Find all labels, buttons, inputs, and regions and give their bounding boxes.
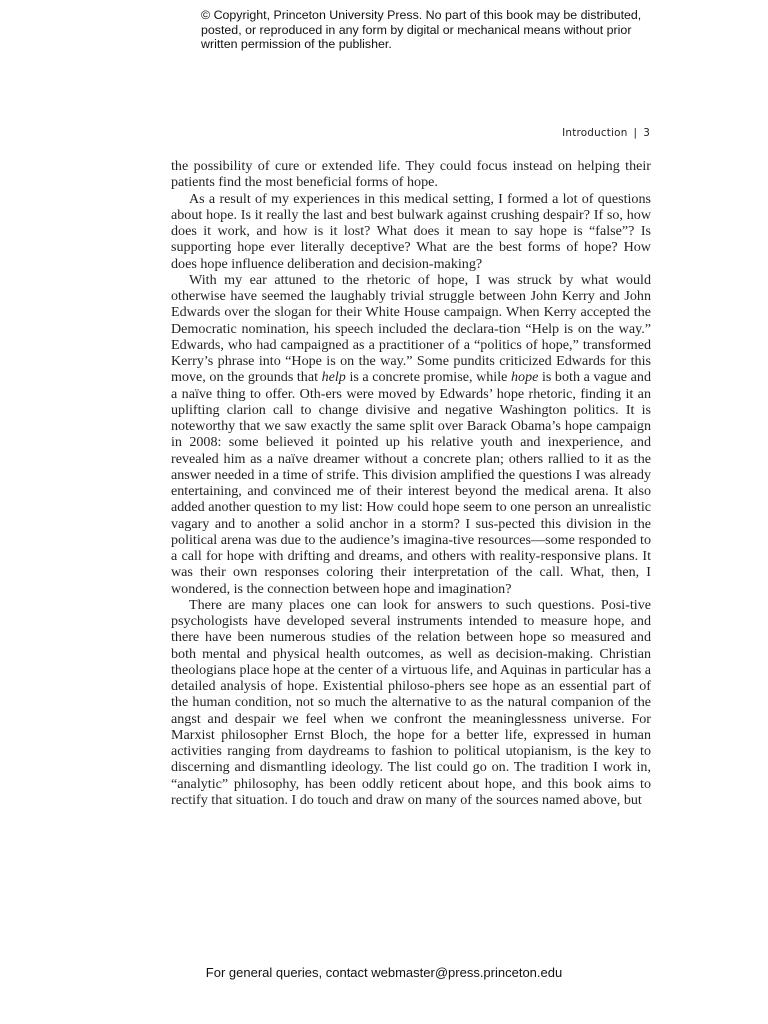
italic-help: help	[321, 369, 346, 386]
paragraph-3-part-3: is both a vague and a naïve thing to offer. Oth-ers were moved by Edwards’ hope rhetoric, finding it an uplifting clarion call to change divisive and negative Washington politics. It is noteworthy that we saw exactly the same split over Barack Obama’s hope campaign in 2008: some believed it pointed up his relative youth and inexperience, and revealed him as a naïve dreamer without a concrete plan; others rallied to it as the answer needed in a time of strife. This division amplified the questions I was already entertaining, and convinced me of their interest beyond the medical arena. It also added another question to my list: How could hope seem to one person an unrealistic vagary and to another a solid anchor in a storm? I sus-pected this division in the political arena was due to the audience’s imagina-tive resources—some responded to a call for hope with drifting and dreams, and others with reality-responsive plans. It was their own responses coloring their interpretation of the call. What, then, I wondered, is the connection between hope and imagination?	[171, 369, 651, 597]
running-head-section: Introduction	[562, 127, 628, 139]
page-number: 3	[643, 127, 650, 139]
body-text	[171, 158, 651, 808]
footer-contact: For general queries, contact webmaster@press.princeton.edu	[205, 965, 563, 980]
paragraph-3-part-1: With my ear attuned to the rhetoric of hope, I was struck by what would otherwise have seemed the laughably trivial struggle between John Kerry and John Edwards over the slogan for their White House campaign. When Kerry accepted the Democratic nomination, his speech included the declara-tion “Help is on the way.” Edwards, who had campaigned as a practitioner of a “politics of hope,” transformed Kerry’s phrase into “Hope is on the way.” Some pundits criticized Edwards for this move, on the grounds that	[171, 271, 651, 386]
paragraph-4: There are many places one can look for answers to such questions. Posi-tive psychologists have developed several instruments intended to measure hope, and there have been numerous studies of the relation between hope so measured and both mental and physical health outcomes, as well as decision-making. Christian theologians place hope at the center of a virtuous life, and Aquinas in particular has a detailed analysis of hope. Existential philoso-phers see hope as an essential part of the human condition, not so much the alternative to as the natural companion of the angst and despair we feel when we confront the meaninglessness universe. For Marxist philosopher Ernst Bloch, the hope for a better life, expressed in human activities ranging from daydreams to fashion to political utopianism, is the key to discerning and dismantling ideology. The list could go on. The tradition I work in, “analytic” philosophy, has been oddly reticent about hope, and this book aims to rectify that situation. I do touch and draw on many of the sources named above, but	[171, 596, 651, 808]
running-head	[520, 127, 650, 139]
italic-hope: hope	[510, 369, 539, 386]
paragraph-2: As a result of my experiences in this medical setting, I formed a lot of questions about hope. Is it really the last and best bulwark against crushing despair? If so, how does it work, and how is it lost? What does it mean to say hope is “false”? Is supporting hope ever literally deceptive? What are the best forms of hope? How does hope influence deliberation and decision-making?	[171, 190, 651, 272]
paragraph-3-part-2: is a concrete promise, while	[345, 369, 511, 386]
paragraph-3	[171, 272, 651, 597]
paragraph-1: the possibility of cure or extended life. They could focus instead on helping their patients find the most beneficial forms of hope.	[171, 158, 651, 191]
copyright-notice: © Copyright, Princeton University Press. No part of this book may be distributed, posted, or reproduced in any form by digital or mechanical means without prior written permission of the publisher.	[201, 8, 642, 52]
running-head-separator: |	[633, 127, 638, 139]
